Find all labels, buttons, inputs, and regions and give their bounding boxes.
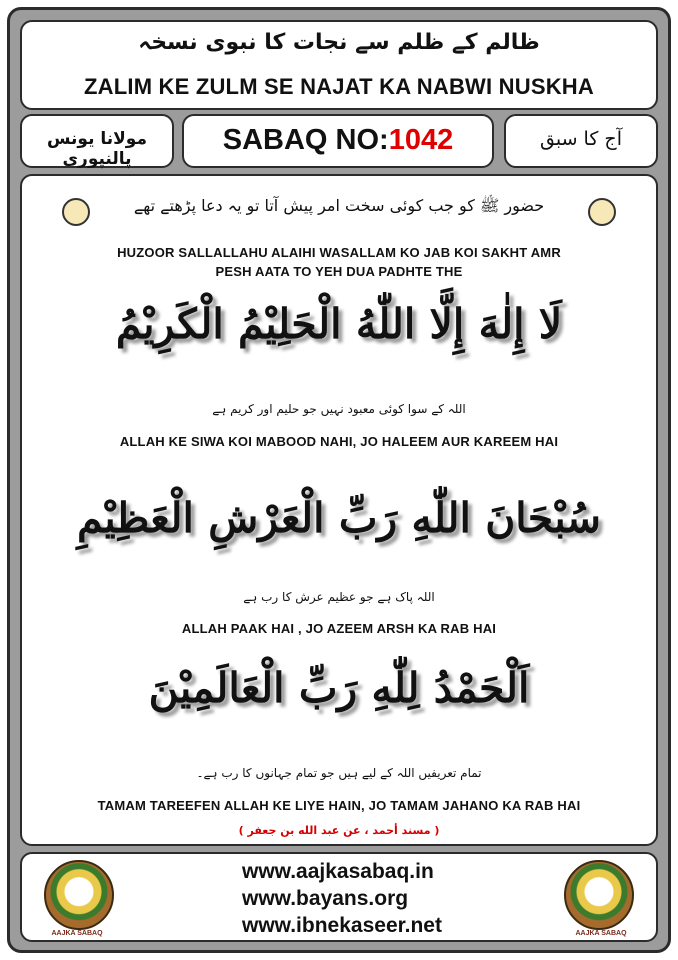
- website-1[interactable]: www.aajkasabaq.in: [242, 860, 434, 883]
- dua-3-urdu: تمام تعریفیں اللہ کے لیے ہیں جو تمام جہانوں کا رب ہے۔: [196, 766, 482, 780]
- aaj-ka-sabaq-box: [504, 114, 658, 168]
- dua-2-urdu: اللہ پاک ہے جو عظیم عرش کا رب ہے: [243, 590, 435, 604]
- english-title: ZALIM KE ZULM SE NAJAT KA NABWI NUSKHA: [84, 74, 594, 99]
- footer-box: [20, 852, 658, 942]
- sabaq-label: SABAQ NO:: [222, 124, 389, 156]
- sabaq-number: 1042: [388, 124, 454, 156]
- dua-3-english: TAMAM TAREEFEN ALLAH KE LIYE HAIN, JO TAMAM JAHANO KA RAB HAI: [97, 798, 581, 813]
- right-logo-label: AAJKA SABAQ: [575, 930, 627, 937]
- dua-2-english: ALLAH PAAK HAI , JO AZEEM ARSH KA RAB HAI: [181, 621, 497, 636]
- intro-english: HUZOOR SALLALLAHU ALAIHI WASALLAM KO JAB KOI SAKHT AMR PESH AATA TO YEH DUA PADHTE THE: [117, 245, 561, 279]
- dua-1-urdu: اللہ کے سوا کوئی معبود نہیں جو حلیم اور کریم ہے: [212, 402, 466, 416]
- author-box: [20, 114, 174, 168]
- page-frame: [7, 7, 671, 953]
- header-box: [20, 20, 658, 110]
- aaj-ka-sabaq-label: آج کا سبق: [540, 128, 622, 150]
- right-bullet-icon: [588, 198, 616, 226]
- intro-urdu: حضور ﷺ کو جب کوئی سخت امر پیش آتا تو یہ دعا پڑھتے تھے: [133, 196, 545, 215]
- sabaq-heading: [184, 124, 492, 157]
- left-bullet-icon: [62, 198, 90, 226]
- website-3[interactable]: www.ibnekaseer.net: [242, 914, 442, 937]
- dua-1-arabic: لَا إِلٰهَ إِلَّا اللّٰهُ الْحَلِيْمُ الْكَرِيْمُ: [115, 300, 563, 348]
- dua-1-english: ALLAH KE SIWA KOI MABOOD NAHI, JO HALEEM AUR KAREEM HAI: [119, 434, 559, 449]
- right-logo-icon: [564, 860, 634, 930]
- website-2[interactable]: www.bayans.org: [242, 887, 409, 910]
- hadith-reference: ( مسند أحمد ، عن عبد الله بن جعفر ): [238, 824, 440, 837]
- left-logo-label: AAJKA SABAQ: [51, 930, 103, 937]
- dua-3-arabic: اَلْحَمْدُ لِلّٰهِ رَبِّ الْعَالَمِيْنَ: [148, 664, 530, 712]
- author-name: مولانا یونس پالنپوری: [47, 129, 147, 169]
- sabaq-number-box: [182, 114, 494, 168]
- left-logo-icon: [44, 860, 114, 930]
- dua-2-arabic: سُبْحَانَ اللّٰهِ رَبِّ الْعَرْشِ الْعَظِيْمِ: [76, 494, 601, 542]
- urdu-title: ظالم کے ظلم سے نجات کا نبوی نسخہ: [138, 30, 540, 55]
- content-box: [20, 174, 658, 846]
